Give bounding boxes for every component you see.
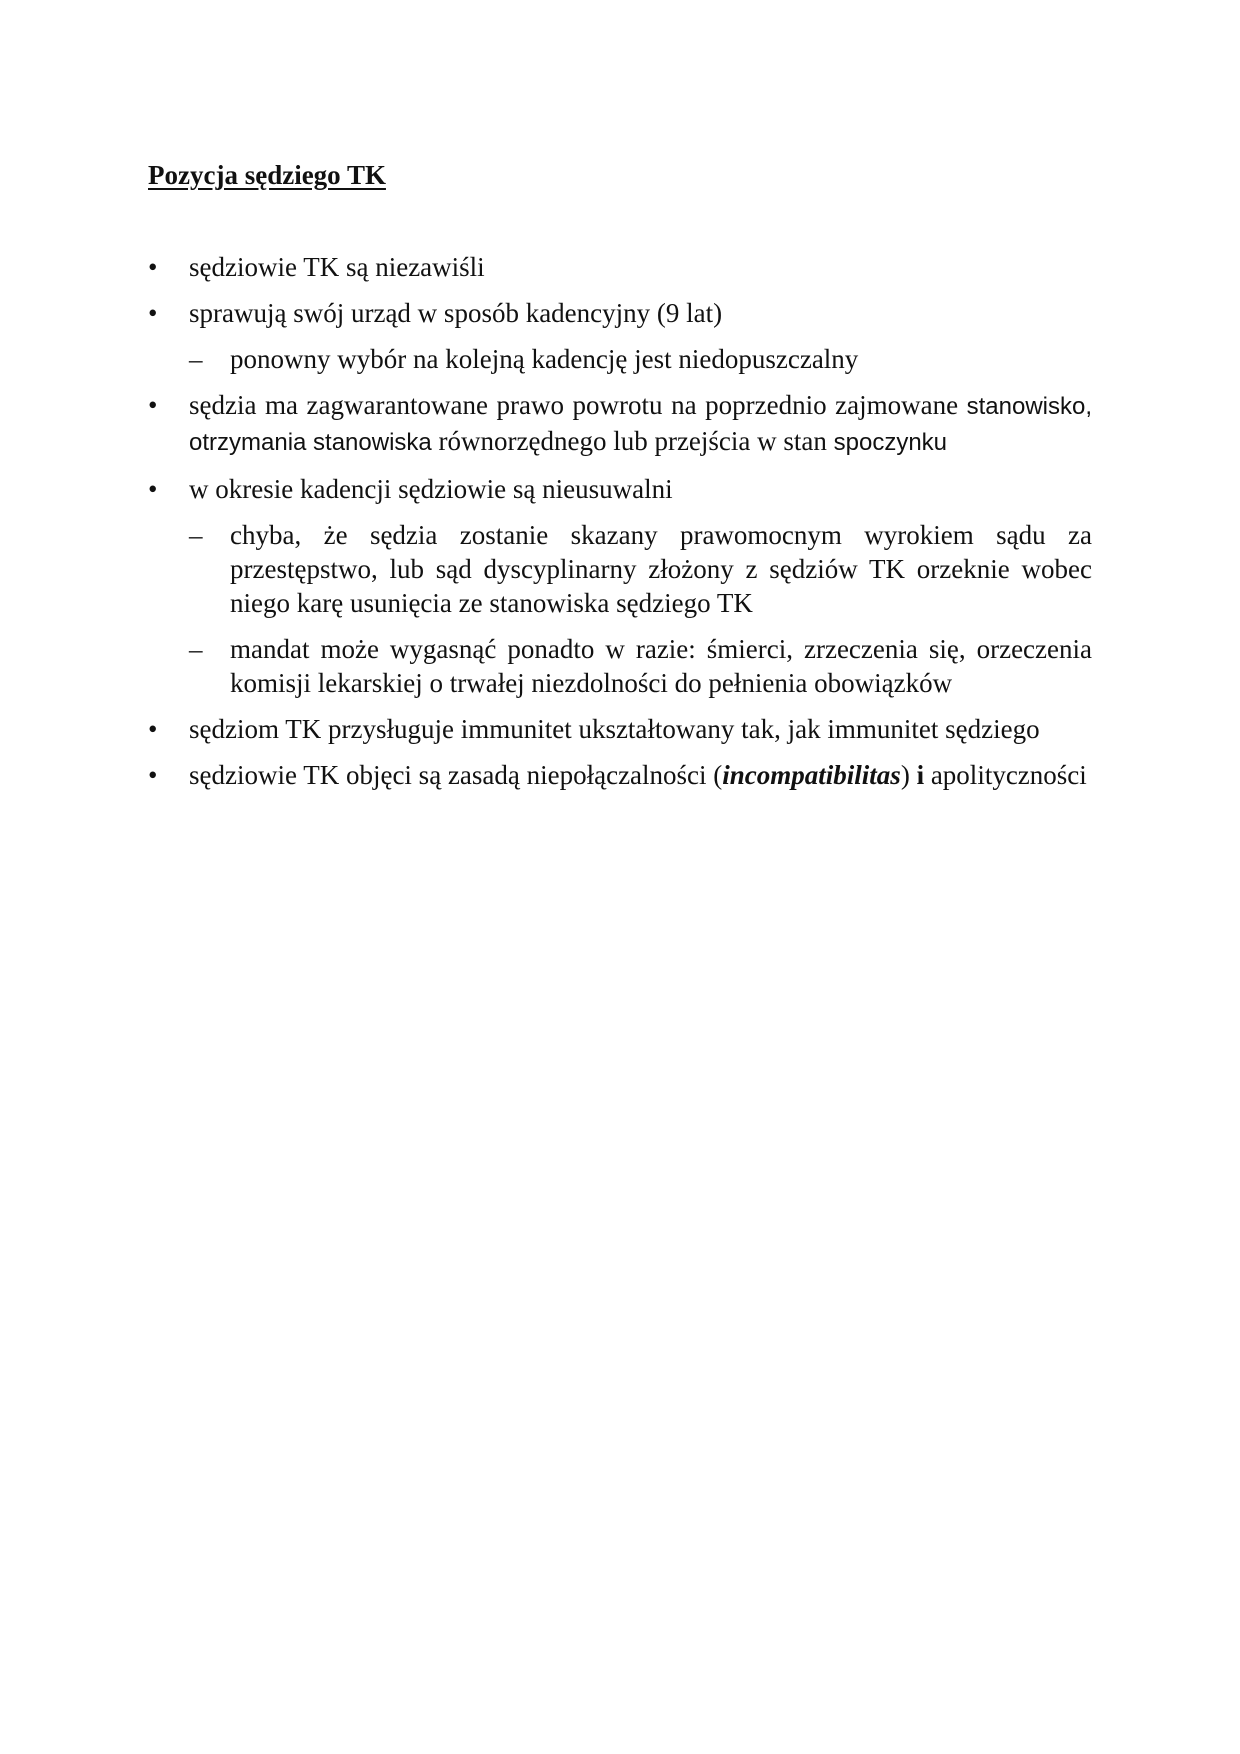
bullet-icon: • — [148, 474, 158, 504]
bullet-icon: • — [148, 760, 158, 790]
bullet-icon: • — [148, 714, 158, 744]
list-item-text: ) — [900, 760, 917, 790]
latin-term: incompatibilitas — [722, 760, 901, 790]
list-item-text: sędziowie TK objęci są zasadą niepołączalności ( — [189, 760, 723, 790]
list-item-text: równorzędnego lub przejścia w stan — [431, 426, 834, 456]
dash-icon: – — [189, 344, 203, 374]
list-item — [148, 712, 1092, 746]
sub-list-item-text: ponowny wybór na kolejną kadencję jest niedopuszczalny — [230, 344, 859, 374]
list-item — [148, 296, 1092, 376]
list-item — [148, 250, 1092, 284]
list-item-text: sędziom TK przysługuje immunitet ukształtowany tak, jak immunitet sędziego — [189, 714, 1040, 744]
bullet-icon: • — [148, 298, 158, 328]
list-item-text-sans: stanowisko, otrzymania stanowiska — [189, 393, 1092, 456]
sub-list-item — [189, 632, 1092, 700]
sub-list — [189, 342, 1092, 376]
list-item — [148, 472, 1092, 700]
sub-list — [189, 518, 1092, 700]
list-item — [148, 758, 1092, 792]
bullet-icon: • — [148, 390, 158, 420]
dash-icon: – — [189, 520, 203, 550]
list-item-text: sprawują swój urząd w sposób kadencyjny (9 lat) — [189, 298, 723, 328]
list-item-text-sans: spoczynku — [833, 429, 948, 456]
dash-icon: – — [189, 634, 203, 664]
document-title: Pozycja sędziego TK — [148, 160, 386, 190]
list-item-text: sędzia ma zagwarantowane prawo powrotu na poprzednio zajmowane — [189, 390, 967, 420]
bullet-icon: • — [148, 252, 158, 282]
sub-list-item-text: chyba, że sędzia zostanie skazany prawomocnym wyrokiem sądu za przestępstwo, lub sąd dyscyplinarny złożony z sędziów TK orzeknie wobec niego karę usunięcia ze stanowiska sędziego TK — [230, 520, 1092, 618]
list-item — [148, 388, 1092, 460]
list-item-text: sędziowie TK są niezawiśli — [189, 252, 485, 282]
sub-list-item — [189, 518, 1092, 620]
bullet-list — [148, 250, 1092, 804]
sub-list-item-text: mandat może wygasnąć ponadto w razie: śmierci, zrzeczenia się, orzeczenia komisji lekarskiej o trwałej niezdolności do pełnienia obowiązków — [230, 634, 1092, 698]
list-item-text: apolityczności — [924, 760, 1087, 790]
sub-list-item — [189, 342, 1092, 376]
list-item-text: w okresie kadencji sędziowie są nieusuwalni — [189, 474, 673, 504]
list-item-text-bold: i — [916, 760, 925, 790]
